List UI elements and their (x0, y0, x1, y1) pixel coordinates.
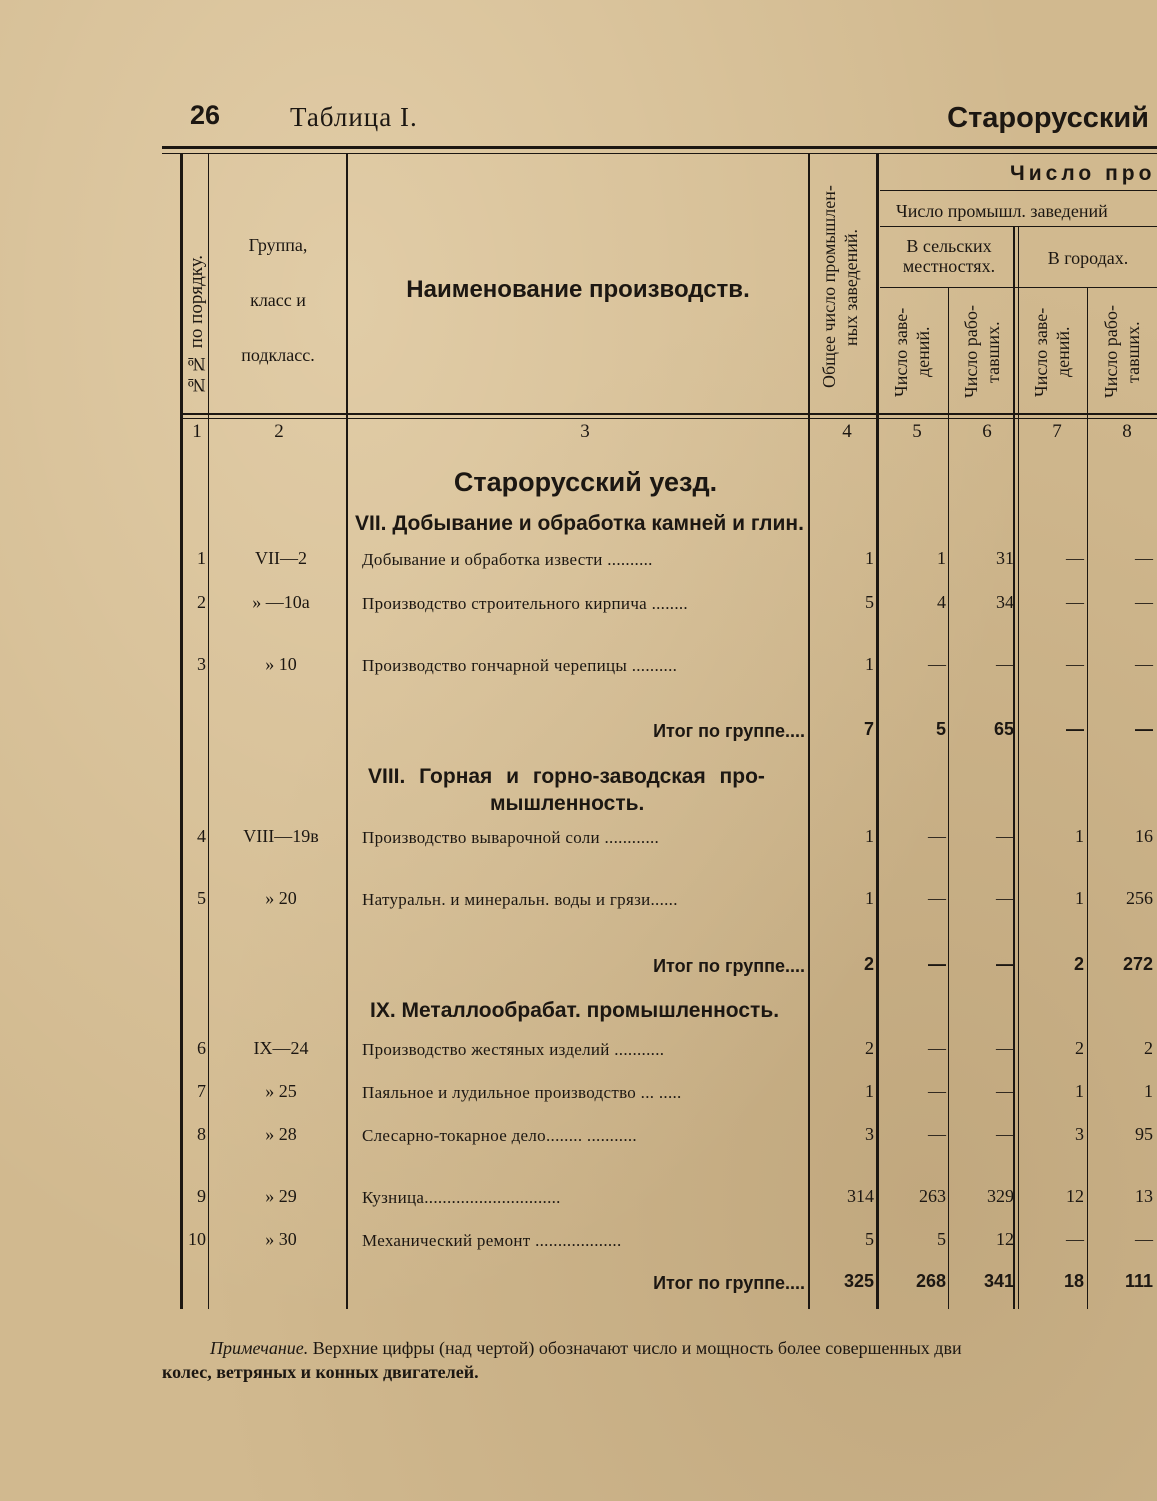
row-group-class: » 25 (265, 1081, 297, 1101)
footnote-text2: колес, ветряных и конных двигателей. (162, 1362, 479, 1382)
row-value-c8: 13 (1135, 1186, 1153, 1206)
col5-header (890, 296, 934, 408)
row-value-c4: 7 (863, 719, 874, 739)
row-production-name: Производство строительного кирпича ........ (362, 594, 688, 613)
row-production-name: Кузница.............................. (362, 1188, 561, 1207)
group-top-rule (880, 190, 1157, 191)
row-value-c5: 5 (935, 719, 946, 739)
col6-line2: тавших. (983, 321, 1003, 383)
row-production-name: Производство гончарной черепицы .......... (362, 656, 678, 675)
row-production-name: Паяльное и лудильное производство ... ..... (362, 1083, 682, 1102)
left-border (180, 154, 183, 1309)
col4-line2: ных заведений. (841, 228, 861, 346)
row-value-c5: — (928, 826, 946, 846)
col2-line3: подкласс. (241, 345, 315, 365)
towns-header: В городах. (1047, 248, 1129, 268)
row-value-c8: — (1135, 592, 1153, 612)
row-value-c4: 1 (865, 654, 874, 674)
section-viii-line1: VIII. Горная и горно-заводская про- (368, 765, 765, 788)
row-value-c6: — (996, 888, 1014, 908)
row-value-c5: — (928, 888, 946, 908)
row-value-c7: — (1066, 1229, 1084, 1249)
row-value-c4: 2 (863, 954, 874, 974)
row-number: 2 (197, 592, 206, 612)
row-number: 8 (197, 1124, 206, 1144)
footnote (162, 1336, 1152, 1384)
row-value-c6: — (996, 1081, 1014, 1101)
row-number: 9 (197, 1186, 206, 1206)
col3-header: Наименование производств. (406, 276, 750, 303)
col2-line2: класс и (250, 290, 306, 310)
group-top-header: Число про (1010, 162, 1156, 185)
row-value-c6: 65 (993, 719, 1014, 739)
col4-line1: Общее число промышлен- (819, 185, 839, 389)
col1-header: №№ по порядку. (186, 254, 207, 396)
row-value-c8: 272 (1122, 954, 1153, 974)
col8-line2: тавших. (1123, 321, 1143, 383)
row-number: 1 (197, 548, 206, 568)
row-group-class: » 28 (265, 1124, 297, 1144)
table-title: Таблица I. (290, 102, 418, 132)
row-value-c6: — (996, 954, 1014, 974)
row-value-c5: — (928, 1124, 946, 1144)
row-number: 5 (197, 888, 206, 908)
row-value-c7: — (1066, 654, 1084, 674)
row-value-c7: — (1066, 548, 1084, 568)
footnote-text: Верхние цифры (над чертой) обозначают число и мощность более совершенных дви (312, 1338, 962, 1358)
row-production-name: Натуральн. и минеральн. воды и грязи...... (362, 890, 678, 909)
row-group-class: » —10а (252, 592, 310, 612)
section-vii: VII. Добывание и обработка камней и глин. (355, 512, 804, 535)
colnum-6: 6 (982, 421, 992, 442)
row-value-c5: 263 (919, 1186, 946, 1206)
row-value-c8: 2 (1144, 1038, 1153, 1058)
row-number: 4 (197, 826, 206, 846)
col8-line1: Число рабо- (1101, 305, 1121, 399)
rural-line1: В сельских (906, 236, 992, 256)
col5-line1: Число заве- (891, 307, 911, 397)
vline-c7 (1087, 287, 1088, 1309)
vline-c6a (1013, 226, 1015, 1309)
subgroup-header: Число промышл. заведений (896, 201, 1108, 221)
vline-c5 (948, 287, 949, 1309)
row-value-c8: 16 (1135, 826, 1153, 846)
row-value-c4: 1 (865, 548, 874, 568)
row-value-c6: 31 (996, 548, 1014, 568)
district-title: Старорусский уезд. (453, 467, 718, 497)
col4-header (818, 166, 862, 408)
colnum-8: 8 (1122, 421, 1132, 442)
row-value-c4: 325 (843, 1271, 874, 1291)
col7-line2: дений. (1053, 326, 1073, 378)
top-rule-thin (162, 153, 1157, 154)
row-value-c6: — (996, 826, 1014, 846)
header-bottom-rule (180, 413, 1157, 415)
row-value-c5: — (928, 654, 946, 674)
row-production-name: Слесарно-токарное дело........ ........... (362, 1126, 637, 1145)
colnum-1: 1 (192, 421, 202, 442)
rural-header (882, 236, 1016, 276)
page-number: 26 (190, 100, 221, 130)
colnum-4: 4 (842, 421, 852, 442)
col6-header (960, 296, 1004, 408)
row-value-c6: 34 (996, 592, 1014, 612)
row-number: 6 (197, 1038, 206, 1058)
col2-header (210, 218, 346, 383)
row-value-c6: — (996, 654, 1014, 674)
row-value-c8: 111 (1124, 1271, 1153, 1291)
vline-c3 (808, 154, 810, 1309)
vline-c6b (1018, 226, 1019, 1309)
col7-header (1030, 296, 1074, 408)
row-group-class: VII—2 (255, 548, 307, 568)
colnum-3: 3 (580, 421, 590, 442)
top-rule-thick (162, 146, 1157, 149)
row-value-c4: 314 (847, 1186, 874, 1206)
row-group-class: IX—24 (253, 1038, 309, 1058)
row-value-c7: 18 (1063, 1271, 1084, 1291)
row-value-c7: 1 (1075, 826, 1084, 846)
row-number: 10 (188, 1229, 206, 1249)
rural-line2: местностях. (902, 256, 996, 276)
row-value-c7: — (1066, 592, 1084, 612)
row-group-class: » 20 (265, 888, 297, 908)
row-value-c8: — (1135, 1229, 1153, 1249)
row-value-c7: 2 (1075, 1038, 1084, 1058)
row-production-name: Механический ремонт ................... (362, 1231, 622, 1250)
row-group-class: VIII—19в (243, 826, 319, 846)
row-value-c6: 341 (983, 1271, 1014, 1291)
colnum-7: 7 (1052, 421, 1062, 442)
row-total-label: Итог по группе.... (653, 956, 805, 976)
col8-header (1100, 296, 1144, 408)
row-value-c8: — (1135, 719, 1153, 739)
row-value-c8: — (1135, 654, 1153, 674)
row-number: 7 (197, 1081, 206, 1101)
row-value-c8: 256 (1126, 888, 1153, 908)
row-value-c5: — (928, 954, 946, 974)
row-value-c6: — (996, 1038, 1014, 1058)
row-production-name: Производство выварочной соли ............ (362, 828, 660, 847)
row-value-c5: 268 (915, 1271, 946, 1291)
row-value-c5: — (928, 1081, 946, 1101)
section-viii-line2: мышленность. (490, 792, 645, 815)
row-value-c8: 95 (1135, 1124, 1153, 1144)
row-value-c5: 4 (937, 592, 946, 612)
vline-c2 (346, 154, 348, 1309)
row-group-class: » 30 (265, 1229, 297, 1249)
vline-c1 (208, 154, 209, 1309)
row-production-name: Производство жестяных изделий ........... (362, 1040, 665, 1059)
row-group-class: » 10 (265, 654, 297, 674)
col5-line2: дений. (913, 326, 933, 378)
row-value-c7: 12 (1066, 1186, 1084, 1206)
col7-line1: Число заве- (1031, 307, 1051, 397)
colnum-bottom-rule (180, 418, 1157, 419)
row-value-c7: 3 (1075, 1124, 1084, 1144)
row-value-c8: 1 (1144, 1081, 1153, 1101)
row-total-label: Итог по группе.... (653, 721, 805, 741)
footnote-label: Примечание. (210, 1338, 309, 1358)
row-value-c6: 329 (987, 1186, 1014, 1206)
row-value-c5: — (928, 1038, 946, 1058)
row-value-c8: — (1135, 548, 1153, 568)
colnum-2: 2 (274, 421, 284, 442)
row-value-c4: 5 (865, 592, 874, 612)
row-group-class: » 29 (265, 1186, 297, 1206)
row-value-c6: — (996, 1124, 1014, 1144)
row-number: 3 (197, 654, 206, 674)
district-heading: Старорусский (947, 102, 1149, 134)
row-value-c7: 1 (1075, 888, 1084, 908)
row-value-c4: 3 (865, 1124, 874, 1144)
col6-line1: Число рабо- (961, 305, 981, 399)
row-value-c4: 1 (865, 888, 874, 908)
row-total-label: Итог по группе.... (653, 1273, 805, 1293)
row-value-c7: 1 (1075, 1081, 1084, 1101)
row-production-name: Добывание и обработка извести .......... (362, 550, 653, 569)
col2-line1: Группа, (248, 235, 308, 255)
row-value-c7: 2 (1073, 954, 1084, 974)
row-value-c5: 5 (937, 1229, 946, 1249)
row-value-c4: 2 (865, 1038, 874, 1058)
section-ix: IX. Металлообрабат. промышленность. (370, 999, 780, 1022)
colnum-5: 5 (912, 421, 922, 442)
row-value-c4: 5 (865, 1229, 874, 1249)
row-value-c4: 1 (865, 1081, 874, 1101)
row-value-c6: 12 (996, 1229, 1014, 1249)
row-value-c5: 1 (937, 548, 946, 568)
vline-c4 (876, 154, 879, 1309)
row-value-c4: 1 (865, 826, 874, 846)
row-value-c7: — (1066, 719, 1084, 739)
